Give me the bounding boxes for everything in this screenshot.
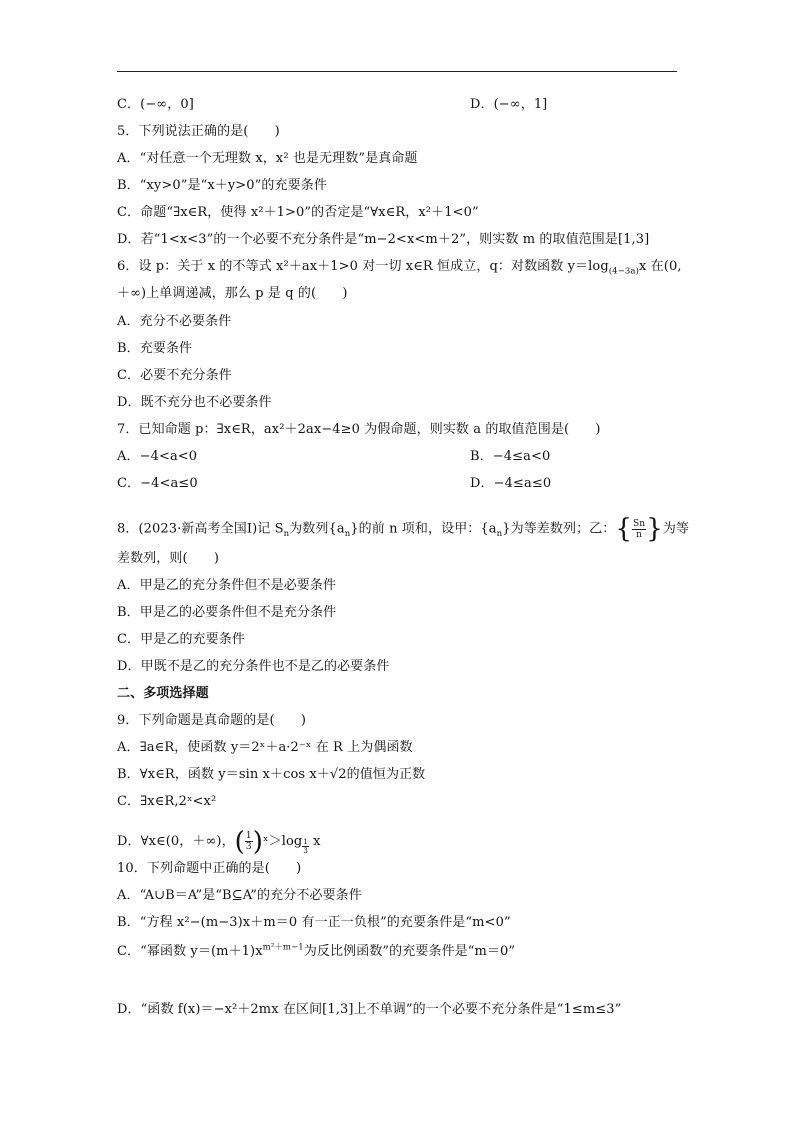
q9-d-prefix: D．∀x∈(0，＋∞)， xyxy=(117,834,235,849)
q6-option-a: A．充分不必要条件 xyxy=(117,314,232,329)
q8-frac-den: n xyxy=(636,529,643,540)
q6-option-d: D．既不充分也不必要条件 xyxy=(117,395,272,410)
q10-c-prefix: C．“幂函数 y＝(m＋1)x xyxy=(117,944,263,959)
q7-options-cd xyxy=(117,475,682,493)
q5-option-a: A．“对任意一个无理数 x，x² 也是无理数”是真命题 xyxy=(117,151,418,166)
q8-stem-part-d: }为等差数列；乙： xyxy=(502,521,616,537)
q5-option-c: C．命题“∃x∈R，使得 x²＋1>0”的否定是“∀x∈R，x²＋1<0” xyxy=(117,205,479,220)
q9-d-log-base: $\frac{1}{3}$ xyxy=(303,838,308,855)
q9-d-one-third-paren: ( $\frac{1}{3}$ ) xyxy=(234,826,263,857)
q9-stem: 9．下列命题是真命题的是( ) xyxy=(117,713,307,728)
q6-log-base: (4−3a) xyxy=(608,266,640,277)
q6-stem-line1 xyxy=(117,258,682,276)
q7-stem: 7．已知命题 p：∃x∈R，ax²＋2ax−4≥0 为假命题，则实数 a 的取值范围是( ) xyxy=(117,422,601,437)
q7-options-ab xyxy=(117,448,682,466)
q8-sn-over-n: { $\frac{Sn}{n}$ } xyxy=(615,514,663,544)
q6-option-b: B．充要条件 xyxy=(117,341,193,356)
q4-option-d: D．(−∞，1] xyxy=(470,97,548,112)
q9-option-d xyxy=(117,828,682,855)
q10-option-d: D．“函数 f(x)＝−x²＋2mx 在区间[1,3]上不单调”的一个必要不充分条件是“1≤m≤3” xyxy=(117,1002,622,1017)
q4-option-c: C．(−∞，0] xyxy=(117,97,194,112)
q8-option-d: D．甲既不是乙的充分条件也不是乙的必要条件 xyxy=(117,659,390,674)
q6-stem-line2: ＋∞)上单调递减，那么 p 是 q 的( ) xyxy=(117,286,348,301)
q9-d-suffix: x xyxy=(308,834,321,849)
q8-stem-part-b: 为数列{a xyxy=(289,521,345,537)
q9-option-a: A．∃a∈R，使函数 y＝2ˣ＋a·2⁻ˣ 在 R 上为偶函数 xyxy=(117,740,413,755)
section-heading-multiple-choice: 二、多项选择题 xyxy=(117,686,209,701)
q5-option-d: D．若“1<x<3”的一个必要不充分条件是“m−2<x<m＋2”，则实数 m 的取值范围是[1,3] xyxy=(117,232,650,247)
q6-stem-part1: 6．设 p：关于 x 的不等式 x²＋ax＋1>0 对一切 x∈R 恒成立，q：对数函数 y＝log xyxy=(117,259,609,274)
q9-option-c: C．∃x∈R,2ˣ<x² xyxy=(117,794,217,809)
header-rule xyxy=(117,71,677,72)
q8-frac-num: Sn xyxy=(633,518,646,529)
q8-stem-part-c: }的前 n 项和，设甲：{a xyxy=(350,521,497,537)
q9-d-middle: ˣ＞log xyxy=(263,834,303,849)
q9-d-frac-den: 3 xyxy=(245,842,252,852)
q10-option-b: B．“方程 x²−(m−3)x＋m＝0 有一正一负根”的充要条件是“m<0” xyxy=(117,915,511,930)
q9-d-frac-num: 1 xyxy=(245,831,252,841)
q8-stem-line2: 差数列，则( ) xyxy=(117,551,220,566)
q7-option-c: C．−4<a≤0 xyxy=(117,476,198,491)
q8-stem-line1: 8．(2023·新高考全国Ⅰ)记 $S_n$为数列$\{a_n\}$的前 n 项和，设甲：$\{a_n\}$为等差数列；乙： { $\frac{Sn}{n}$ } 为等 xyxy=(117,514,690,544)
q8-option-a: A．甲是乙的充分条件但不是必要条件 xyxy=(117,578,337,593)
q6-stem-part2: x 在(0, xyxy=(639,259,682,274)
q9-option-b: B．∀x∈R，函数 y＝sin x＋cos x＋√2的值恒为正数 xyxy=(117,767,426,782)
q7-option-b: B．−4≤a<0 xyxy=(470,449,551,464)
q8-option-b: B．甲是乙的必要条件但不是充分条件 xyxy=(117,605,337,620)
q8-stem-part-a: 8．(2023·新高考全国Ⅰ)记 S xyxy=(117,521,284,537)
q10-option-a: A．“A∪B＝A”是“B⊆A”的充分不必要条件 xyxy=(117,888,362,903)
q8-stem-part-e: 为等 xyxy=(662,521,690,537)
q6-option-c: C．必要不充分条件 xyxy=(117,368,232,383)
q7-option-d: D．−4≤a≤0 xyxy=(470,476,552,491)
q8-option-c: C．甲是乙的充要条件 xyxy=(117,632,245,647)
q4-options-cd xyxy=(117,96,682,114)
q10-option-c xyxy=(117,943,682,961)
q10-c-suffix: 为反比例函数”的充要条件是“m＝0” xyxy=(303,944,516,959)
q10-stem: 10．下列命题中正确的是( ) xyxy=(117,861,302,876)
q7-option-a: A．−4<a<0 xyxy=(117,449,198,464)
q5-stem: 5．下列说法正确的是( ) xyxy=(117,124,280,139)
q10-c-exponent: m²＋m−1 xyxy=(262,942,304,953)
q5-option-b: B．“xy>0”是“x＋y>0”的充要条件 xyxy=(117,178,327,193)
